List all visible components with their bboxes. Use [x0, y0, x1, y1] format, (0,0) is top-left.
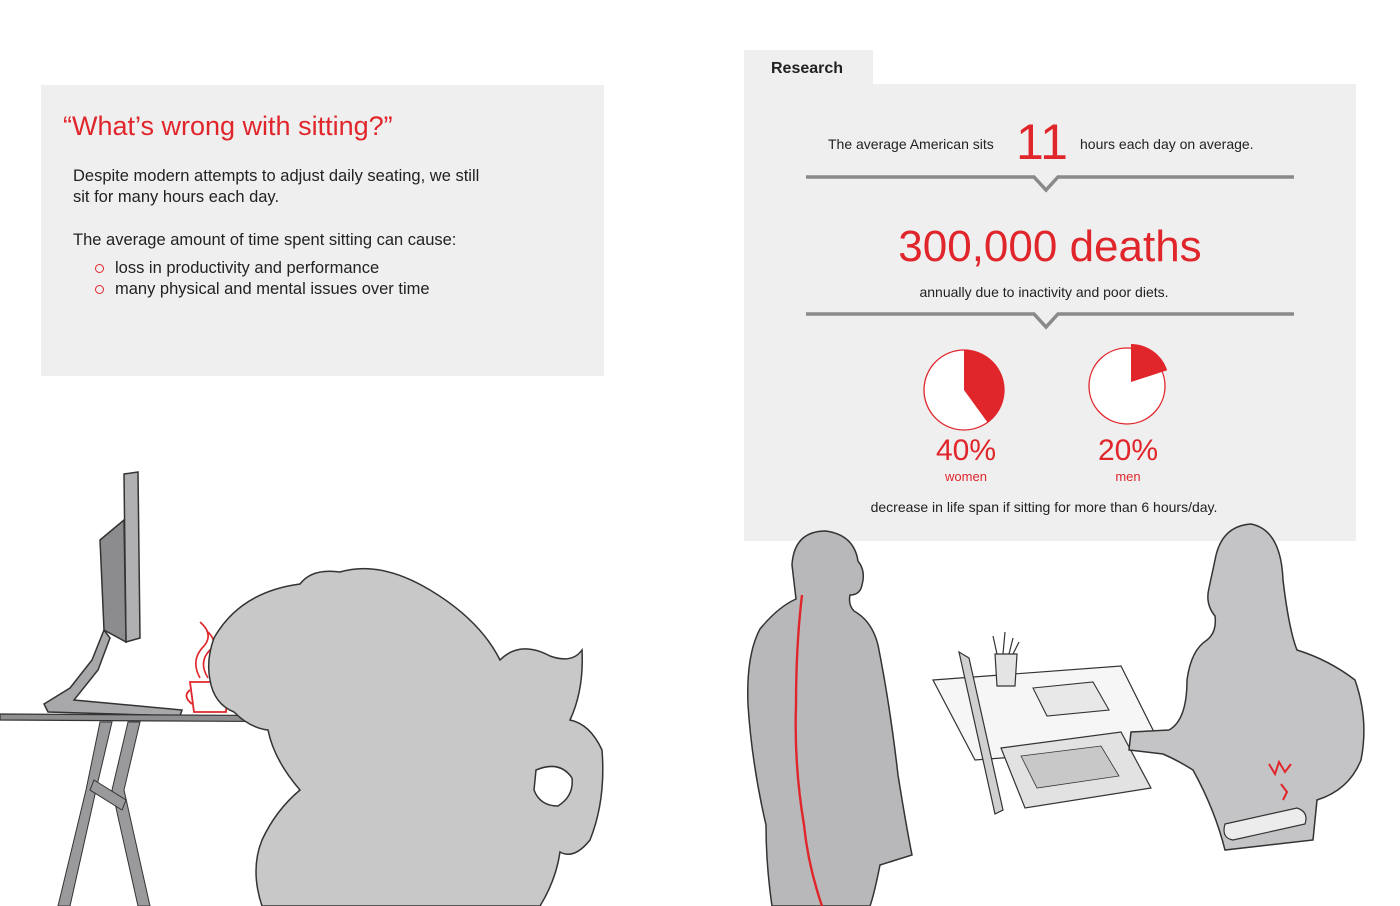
lifespan-caption: decrease in life span if sitting for more than 6 hours/day. [870, 499, 1218, 515]
research-tab-label: Research [771, 60, 844, 77]
standing-man-figure [748, 531, 912, 906]
circle-bullet-icon [95, 285, 104, 294]
man-back-pain-illustration [730, 525, 930, 906]
men-label: men [1115, 469, 1141, 484]
standing-woman-figure [1129, 524, 1364, 850]
list-item-text: loss in productivity and performance [115, 259, 380, 277]
deaths-caption: annually due to inactivity and poor diets. [919, 284, 1169, 300]
list-item-text: many physical and mental issues over time [115, 280, 430, 298]
sitting-intro-card [41, 85, 604, 376]
men-pie-chart [1087, 342, 1173, 428]
women-label: women [945, 469, 987, 484]
intro-paragraph: Despite modern attempts to adjust daily seating, we still sit for many hours each day. [73, 167, 480, 206]
men-percent: 20% [1097, 434, 1159, 467]
research-card [744, 84, 1356, 541]
research-tab [744, 50, 873, 85]
deaths-headline: 300,000 deaths [898, 222, 1202, 271]
woman-back-pain-illustration [925, 520, 1395, 906]
sitting-hours-figure: 11 [1016, 114, 1068, 170]
sitting-prefix: The average American sits [828, 136, 994, 152]
page-title: “What’s wrong with sitting?” [63, 111, 393, 141]
women-pie-chart [922, 346, 1008, 432]
cause-list [95, 258, 430, 300]
women-percent: 40% [935, 434, 997, 467]
slumped-person-figure [209, 569, 603, 906]
sitting-suffix: hours each day on average. [1080, 136, 1254, 152]
circle-bullet-icon [95, 264, 104, 273]
pencil-cup-icon [993, 632, 1019, 686]
cause-heading: The average amount of time spent sitting can cause: [73, 231, 457, 249]
slumped-worker-illustration [0, 460, 640, 906]
divider-arrow-1 [806, 174, 1294, 194]
list-item [95, 258, 430, 279]
divider-arrow-2 [806, 311, 1294, 331]
monitor-icon [44, 472, 182, 716]
list-item [95, 279, 430, 300]
